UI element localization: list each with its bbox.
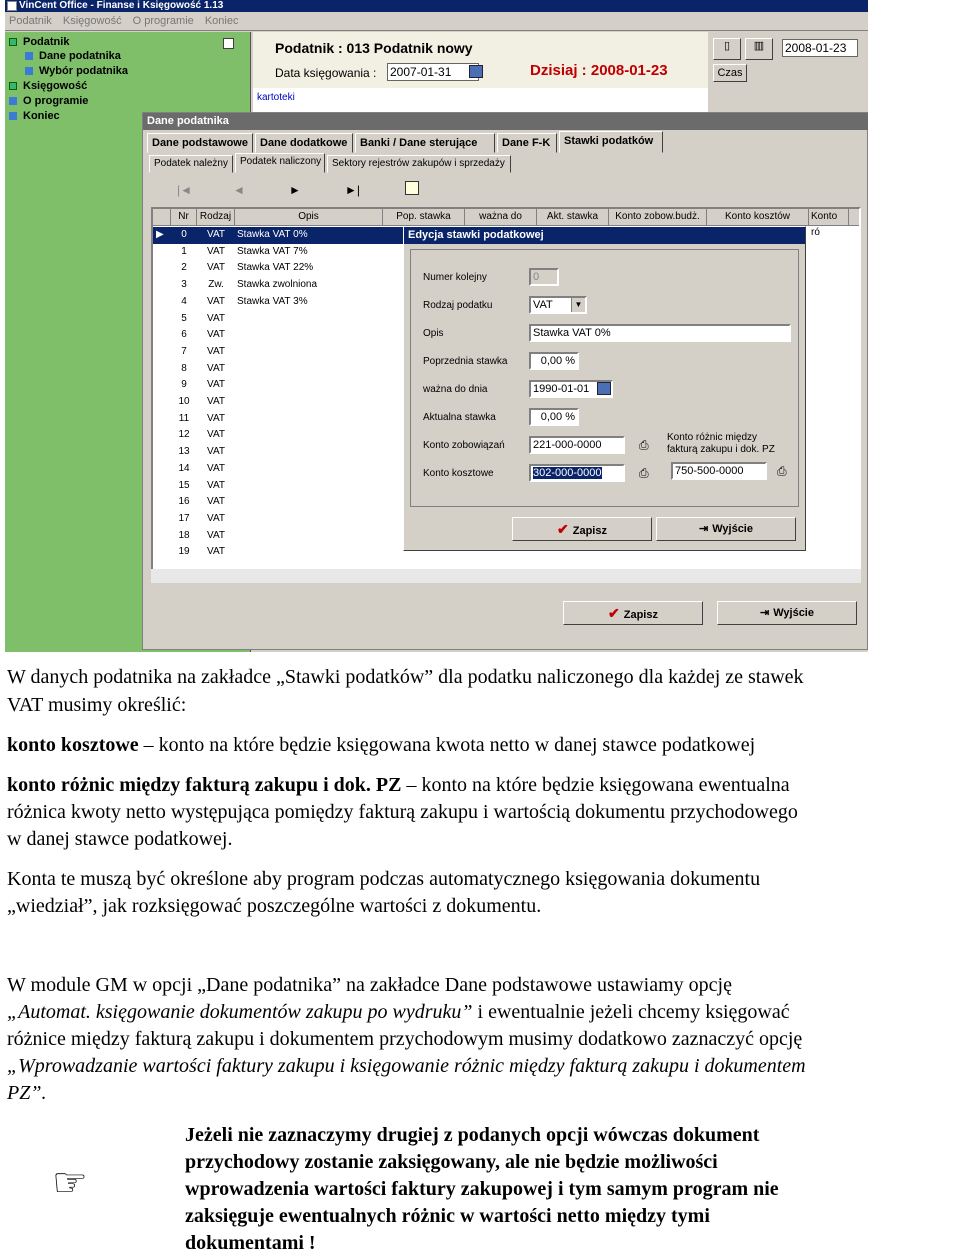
window-title: VinCent Office - Finanse i Księgowość 1.13 (19, 0, 224, 11)
menu-o-programie[interactable]: O programie (132, 15, 194, 27)
tree-item-ksiegowosc[interactable]: Księgowość (9, 80, 87, 92)
cell-nr: 2 (181, 262, 187, 274)
table-row[interactable] (153, 461, 413, 478)
note-line: dokumentami ! (185, 1232, 316, 1254)
numer-input[interactable]: 0 (529, 268, 559, 286)
label-roznic: Konto różnic między fakturą zakupu i dok. PZ (667, 432, 775, 455)
table-row[interactable] (153, 377, 413, 394)
save-button[interactable]: ✔ Zapisz (563, 601, 703, 625)
table-row[interactable] (153, 277, 413, 294)
cell-rodzaj: VAT (207, 479, 225, 491)
note-line: Jeżeli nie zaznaczymy drugiej z podanych opcji wówczas dokument (185, 1124, 760, 1146)
table-row[interactable] (153, 494, 413, 511)
label-zobow: Konto zobowiązań (423, 440, 505, 451)
cell-nr: 5 (181, 312, 187, 324)
opis-input[interactable]: Stawka VAT 0% (529, 324, 791, 342)
cell-rodzaj: VAT (207, 446, 225, 458)
cell-opis: Stawka VAT 0% (237, 229, 308, 240)
cell-rodzaj: VAT (207, 312, 225, 324)
column-header[interactable]: Konto zobow.budż. (609, 209, 707, 226)
subtab-podatek-nalezny[interactable]: Podatek należny (149, 155, 233, 173)
column-header[interactable]: Pop. stawka (383, 209, 465, 226)
current-date-input[interactable]: 2008-01-23 (782, 39, 858, 57)
column-header[interactable]: Konto ró (809, 209, 849, 226)
cell-rodzaj: VAT (207, 329, 225, 341)
note-line: wprowadzenia wartości faktury zakupowej i tym samym program nie (185, 1178, 779, 1200)
tree-item-dane-podatnika[interactable]: Dane podatnika (25, 50, 121, 62)
cell-opis: Stawka zwolniona (237, 279, 318, 291)
cell-nr: 3 (181, 279, 187, 291)
bullet-icon (25, 67, 33, 75)
cell-opis: Stawka VAT 3% (237, 295, 308, 307)
table-row[interactable] (153, 344, 413, 361)
table-row[interactable] (153, 478, 413, 495)
delete-button[interactable] (745, 38, 773, 60)
paragraph-line: „wiedział”, jak rozksięgować poszczególne wartości z dokumentu. (7, 895, 542, 917)
exit-button[interactable]: ⇥ Wyjście (717, 601, 857, 625)
czas-button[interactable]: Czas (713, 64, 747, 82)
calendar-icon[interactable] (597, 382, 611, 395)
paragraph-line: „Automat. księgowanie dokumentów zakupu po wydruku” i ewentualnie jeżeli chcemy księgować (7, 1001, 790, 1023)
tree-item-o-programie[interactable]: O programie (9, 95, 88, 107)
cell-nr: 4 (181, 295, 187, 307)
panel-checkbox[interactable] (223, 38, 234, 49)
cell-nr: 15 (178, 479, 190, 491)
checkmark-icon: ✔ (608, 605, 620, 621)
column-header[interactable]: Konto kosztów (707, 209, 809, 226)
print-icon[interactable] (405, 181, 419, 195)
label-opis: Opis (423, 328, 444, 339)
edit-save-button[interactable]: ✔ Zapisz (512, 517, 652, 541)
cell-rodzaj: VAT (207, 396, 225, 407)
title-bar (5, 0, 868, 12)
menu-bar (5, 13, 868, 31)
kartoteki-strip (253, 88, 708, 112)
nav-first-button[interactable]: |◄ (177, 183, 192, 197)
cell-rodzaj: VAT (207, 362, 225, 374)
dialog-title: Dane podatnika (143, 113, 868, 130)
konto-roznic-input[interactable]: 750-500-0000 (671, 462, 767, 480)
nav-last-button[interactable]: ►| (345, 183, 360, 197)
konto-kosztowe-input[interactable]: 302-000-0000 (529, 464, 625, 482)
menu-koniec[interactable]: Koniec (204, 15, 239, 27)
paragraph-line: W module GM w opcji „Dane podatnika” na zakładce Dane podstawowe ustawiamy opcję (7, 974, 732, 996)
paragraph-line: w danej stawce podatkowej. (7, 828, 233, 850)
pointing-hand-icon: ☞ (52, 1160, 88, 1205)
folder-open-icon (9, 38, 17, 46)
column-header[interactable]: Rodzaj (197, 209, 235, 226)
menu-podatnik[interactable]: Podatnik (9, 15, 52, 27)
subtab-sektory[interactable]: Sektory rejestrów zakupów i sprzedaży (327, 155, 511, 173)
screenshot (5, 0, 868, 652)
cell-rodzaj: VAT (207, 462, 225, 474)
cell-nr: 17 (178, 512, 190, 524)
cell-nr: 11 (178, 412, 190, 424)
table-row[interactable] (153, 294, 413, 311)
cell-nr: 19 (178, 546, 190, 558)
table-row[interactable] (153, 327, 413, 344)
cell-nr: 12 (178, 429, 190, 441)
konto-zobowiazan-input[interactable]: 221-000-0000 (529, 436, 625, 454)
label-poprzednia: Poprzednia stawka (423, 356, 508, 367)
label-koszt: Konto kosztowe (423, 468, 494, 479)
label-aktualna: Aktualna stawka (423, 412, 496, 423)
cell-rodzaj: VAT (207, 512, 225, 524)
nav-next-button[interactable]: ► (289, 183, 301, 197)
plus-icon (9, 82, 17, 90)
table-row[interactable] (153, 444, 413, 461)
cell-nr: 14 (178, 462, 190, 474)
cell-nr: 0 (181, 229, 187, 240)
header-panel (253, 32, 708, 88)
paragraph-line: „Wprowadzanie wartości faktury zakupu i księgowanie różnic między fakturą zakupu i dokumentem (7, 1055, 806, 1077)
column-header[interactable]: Opis (235, 209, 383, 226)
cell-rodzaj: VAT (207, 379, 225, 391)
chevron-down-icon: ▼ (571, 298, 585, 312)
bullet-icon (9, 97, 17, 105)
table-row[interactable] (153, 244, 413, 261)
exit-door-icon: ⇥ (699, 523, 709, 535)
bullet-icon (25, 52, 33, 60)
aktualna-input[interactable]: 0,00 % (529, 408, 579, 426)
tab-stawki-podatkow[interactable]: Stawki podatków (559, 131, 663, 153)
app-icon (7, 1, 17, 11)
table-row[interactable] (153, 544, 413, 561)
table-row[interactable] (153, 427, 413, 444)
document-icon: ▯ (723, 40, 731, 52)
paragraph-line: VAT musimy określić: (7, 694, 187, 716)
wazna-date-input[interactable]: 1990-01-01 (529, 380, 613, 398)
exit-door-icon: ⇥ (760, 607, 770, 619)
table-row[interactable] (153, 411, 413, 428)
cell-nr: 1 (181, 245, 187, 257)
edit-exit-button[interactable]: ⇥ Wyjście (656, 517, 796, 541)
kartoteki-label: kartoteki (257, 92, 295, 103)
table-row[interactable] (153, 311, 413, 328)
label-numer: Numer kolejny (423, 272, 487, 283)
paragraph-line: konto różnic między fakturą zakupu i dok. PZ – konto na które będzie księgowana ewentualna (7, 774, 790, 796)
tree-item-koniec[interactable]: Koniec (9, 110, 60, 122)
table-row[interactable] (153, 260, 413, 277)
edit-dialog-title: Edycja stawki podatkowej (404, 227, 805, 244)
cell-nr: 13 (178, 446, 190, 458)
cell-rodzaj: VAT (207, 229, 225, 240)
column-header[interactable]: ważna do (465, 209, 537, 226)
tree-item-wybor-podatnika[interactable]: Wybór podatnika (25, 65, 128, 77)
cell-rodzaj: VAT (207, 245, 225, 257)
cell-rodzaj: VAT (207, 529, 225, 541)
cell-opis: Stawka VAT 22% (237, 262, 314, 274)
cell-opis: Stawka VAT 7% (237, 245, 308, 257)
rodzaj-select[interactable]: VAT ▼ (529, 296, 587, 314)
paragraph-line: różnice między fakturą zakupu i dokumentem przychodowym musimy dodatkowo zaznaczyć opcję (7, 1028, 803, 1050)
edit-fields-group (410, 249, 799, 507)
cell-nr: 18 (178, 529, 190, 541)
edit-tax-rate-dialog (403, 226, 806, 551)
cell-nr: 10 (178, 396, 190, 407)
tab-dane-fk[interactable]: Dane F-K (497, 133, 557, 153)
page-title: Podatnik : 013 Podatnik nowy (275, 40, 473, 56)
paragraph-line: Konta te muszą być określone aby program podczas automatycznego księgowania dokumentu (7, 868, 761, 890)
column-header[interactable]: Nr (171, 209, 197, 226)
menu-ksiegowosc[interactable]: Księgowość (62, 15, 122, 27)
note-line: zaksięguje ewentualnych różnic w wartości netto między tymi (185, 1205, 710, 1227)
lookup-icon[interactable]: ⎙ (639, 466, 649, 480)
tab-banki[interactable]: Banki / Dane sterujące (355, 133, 495, 153)
checkmark-icon: ✔ (557, 521, 569, 537)
calendar-icon[interactable] (469, 65, 483, 78)
table-row[interactable] (153, 528, 413, 545)
paragraph-line: różnica kwoty netto występująca pomiędzy fakturą zakupu i wartością dokumentu przychodowego (7, 801, 798, 823)
poprzednia-input[interactable]: 0,00 % (529, 352, 579, 370)
label-wazna: ważna do dnia (423, 384, 488, 395)
new-document-button[interactable] (713, 38, 741, 60)
paragraph-line: W danych podatnika na zakładce „Stawki podatków” dla podatku naliczonego dla każdej ze stawek (7, 666, 804, 688)
cell-rodzaj: VAT (207, 429, 225, 441)
row-indicator-header (153, 209, 171, 226)
tab-dane-podstawowe[interactable]: Dane podstawowe (147, 133, 253, 153)
cell-rodzaj: VAT (207, 412, 225, 424)
lookup-icon[interactable]: ⎙ (639, 438, 649, 452)
label-rodzaj: Rodzaj podatku (423, 300, 493, 311)
table-row[interactable] (153, 394, 413, 411)
tab-dane-dodatkowe[interactable]: Dane dodatkowe (255, 133, 353, 153)
paragraph-line: PZ”. (7, 1082, 47, 1104)
nav-prev-button[interactable]: ◄ (233, 183, 245, 197)
table-row[interactable] (153, 227, 413, 244)
note-line: przychodowy zostanie zaksięgowany, ale nie będzie możliwości (185, 1151, 718, 1173)
cell-nr: 9 (181, 379, 187, 391)
cell-rodzaj: VAT (207, 496, 225, 508)
lookup-icon[interactable]: ⎙ (777, 464, 787, 478)
posting-date-input[interactable]: 2007-01-31 (387, 63, 479, 81)
cell-rodzaj: VAT (207, 345, 225, 357)
toolbar-panel (709, 32, 868, 88)
cell-rodzaj: Zw. (208, 279, 224, 291)
scroll-up-button[interactable] (849, 209, 861, 226)
bullet-icon (9, 112, 17, 120)
cell-nr: 8 (181, 362, 187, 374)
trash-icon: ▥ (753, 40, 765, 52)
date-label: Data księgowania : (275, 66, 377, 80)
today-date: Dzisiaj : 2008-01-23 (530, 62, 668, 79)
current-row-icon: ▶ (156, 229, 164, 240)
taxpayer-dialog (142, 112, 868, 650)
table-row[interactable] (153, 511, 413, 528)
cell-rodzaj: VAT (207, 295, 225, 307)
tree-item-podatnik[interactable]: Podatnik (9, 36, 69, 48)
paragraph-line: konto kosztowe – konto na które będzie księgowana kwota netto w danej stawce podatkowej (7, 734, 756, 756)
cell-nr: 7 (181, 345, 187, 357)
column-header[interactable]: Akt. stawka (537, 209, 609, 226)
subtab-podatek-naliczony[interactable]: Podatek naliczony (235, 153, 325, 173)
table-row[interactable] (153, 361, 413, 378)
horizontal-scrollbar[interactable] (151, 569, 861, 583)
cell-nr: 6 (181, 329, 187, 341)
cell-rodzaj: VAT (207, 546, 225, 558)
cell-rodzaj: VAT (207, 262, 225, 274)
cell-nr: 16 (178, 496, 190, 508)
